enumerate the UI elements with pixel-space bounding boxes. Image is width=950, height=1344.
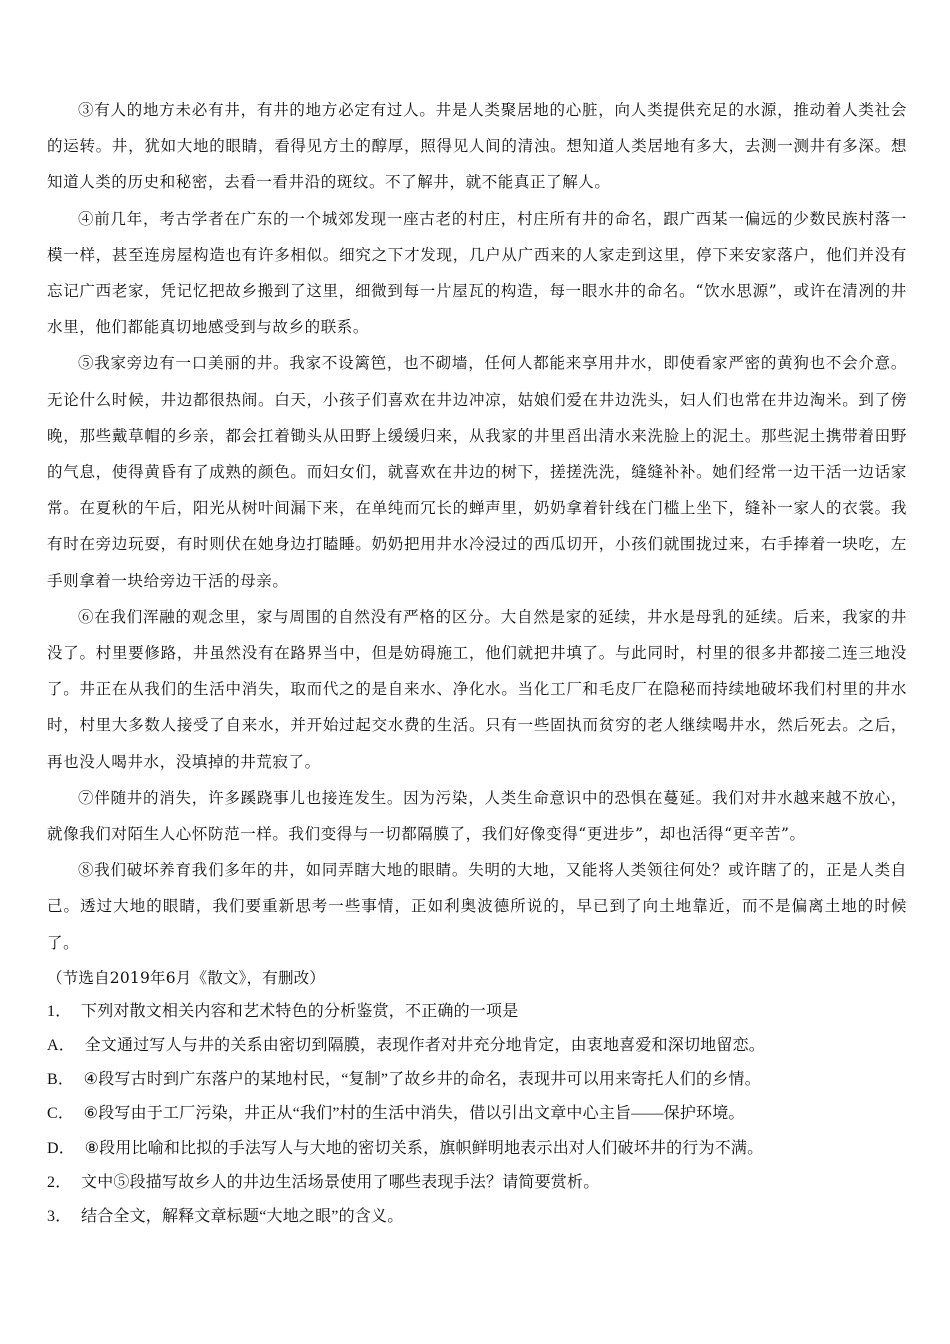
question-1 xyxy=(47,995,907,1029)
question-3 xyxy=(47,1200,907,1234)
paragraph-7: ⑦伴随井的消失，许多蹊跷事儿也接连发生。因为污染，人类生命意识中的恐惧在蔓延。我们对井水越来越不放心，就像我们对陌生人心怀防范一样。我们变得与一切都隔膜了，我们好像变得“更进步”，却也活得“更辛苦”。 xyxy=(47,788,907,844)
paragraph-3: ③有人的地方未必有井，有井的地方必定有过人。井是人类聚居地的心脏，向人类提供充足的水源，推动着人类社会的运转。井，犹如大地的眼睛，看得见方土的醇厚，照得见人间的清浊。想知道人类居地有多大，去测一测井有多深。想知道人类的历史和秘密，去看一看井沿的斑纹。不了解井，就不能真正了解人。 xyxy=(47,101,907,192)
option-b[interactable] xyxy=(47,1063,907,1097)
option-text: 全文通过写人与井的关系由密切到隔膜，表现作者对井充分地肯定，由衷地喜爱和深切地留恋。 xyxy=(84,1037,765,1055)
paragraph-8: ⑧我们破坏养育我们多年的井，如同弄瞎大地的眼睛。失明的大地，又能将人类领往何处？或许瞎了的，正是人类自己。透过大地的眼睛，我们要重新思考一些事情，正如利奥波德所说的，早已到了向土地靠近，而不是偏离土地的时候了。 xyxy=(47,861,907,952)
paragraph-6: ⑥在我们浑融的观念里，家与周围的自然没有严格的区分。大自然是家的延续，井水是母乳的延续。后来，我家的井没了。村里要修路，井虽然没有在路界当中，但是妨碍施工，他们就把井填了。与此同时，村里的很多井都接二连三地没了。井正在从我们的生活中消失，取而代之的是自来水、净化水。当化工厂和毛皮厂在隐秘而持续地破坏我们村里的井水时，村里大多数人接受了自来水，并开始过起交水费的生活。只有一些固执而贫穷的老人继续喝井水，然后死去。之后，再也没人喝井水，没填掉的井荒寂了。 xyxy=(47,607,907,771)
option-letter: D． xyxy=(47,1139,75,1157)
option-text: ④段写古时到广东落户的某地村民，“复制”了故乡井的命名，表现井可以用来寄托人们的乡情。 xyxy=(83,1071,761,1089)
option-letter: C． xyxy=(47,1105,75,1123)
option-a[interactable] xyxy=(47,1029,907,1063)
option-letter: B． xyxy=(47,1071,75,1089)
question-number: 2． xyxy=(47,1173,72,1191)
exam-page xyxy=(47,92,907,1234)
paragraph-4: ④前几年，考古学者在广东的一个城郊发现一座古老的村庄，村庄所有井的命名，跟广西某一偏远的少数民族村落一模一样，甚至连房屋构造也有许多相似。细究之下才发现，几户从广西来的人家走到这里，停下来安家落户，他们并没有忘记广西老家，凭记忆把故乡搬到了这里，细微到每一片屋瓦的构造，每一眼水井的命名。“饮水思源”，或许在清冽的井水里，他们都能真切地感受到与故乡的联系。 xyxy=(47,209,907,337)
question-number: 3． xyxy=(47,1208,72,1226)
question-text: 下列对散文相关内容和艺术特色的分析鉴赏，不正确的一项是 xyxy=(81,1002,519,1020)
option-d[interactable] xyxy=(47,1132,907,1166)
option-text: ⑧段用比喻和比拟的手法写人与大地的密切关系，旗帜鲜明地表示出对人们破坏井的行为不满。 xyxy=(84,1139,764,1157)
question-number: 1． xyxy=(47,1002,72,1020)
question-text: 文中⑤段描写故乡人的井边生活场景使用了哪些表现手法？请简要赏析。 xyxy=(81,1173,600,1191)
question-2 xyxy=(47,1166,907,1200)
source-note: （节选自2019年6月《散文》，有删改） xyxy=(47,968,326,987)
paragraph-5: ⑤我家旁边有一口美丽的井。我家不设篱笆，也不砌墙，任何人都能来享用井水，即使看家严密的黄狗也不会介意。无论什么时候，井边都很热闹。白天，小孩子们喜欢在井边冲凉，姑娘们爱在井边洗头，妇人们也常在井边淘米。到了傍晚，那些戴草帽的乡亲，都会扛着锄头从田野上缓缓归来，从我家的井里舀出清水来洗脸上的泥土。那些泥土携带着田野的气息，使得黄昏有了成熟的颜色。而妇女们，就喜欢在井边的树下，搓搓洗洗，缝缝补补。她们经常一边干活一边话家常。在夏秋的午后，阳光从树叶间漏下来，在单纯而冗长的蝉声里，奶奶拿着针线在门槛上坐下，缝补一家人的衣裳。我有时在旁边玩耍，有时则伏在她身边打瞌睡。奶奶把用井水冷浸过的西瓜切开，小孩们就围拢过来，右手捧着一块吃，左手则拿着一块给旁边干活的母亲。 xyxy=(47,354,907,590)
question-text: 结合全文，解释文章标题“大地之眼”的含义。 xyxy=(81,1208,404,1226)
option-text: ⑥段写由于工厂污染，井正从“我们”村的生活中消失，借以引出文章中心主旨——保护环境。 xyxy=(83,1105,745,1123)
option-letter: A． xyxy=(47,1037,75,1055)
option-c[interactable] xyxy=(47,1097,907,1131)
